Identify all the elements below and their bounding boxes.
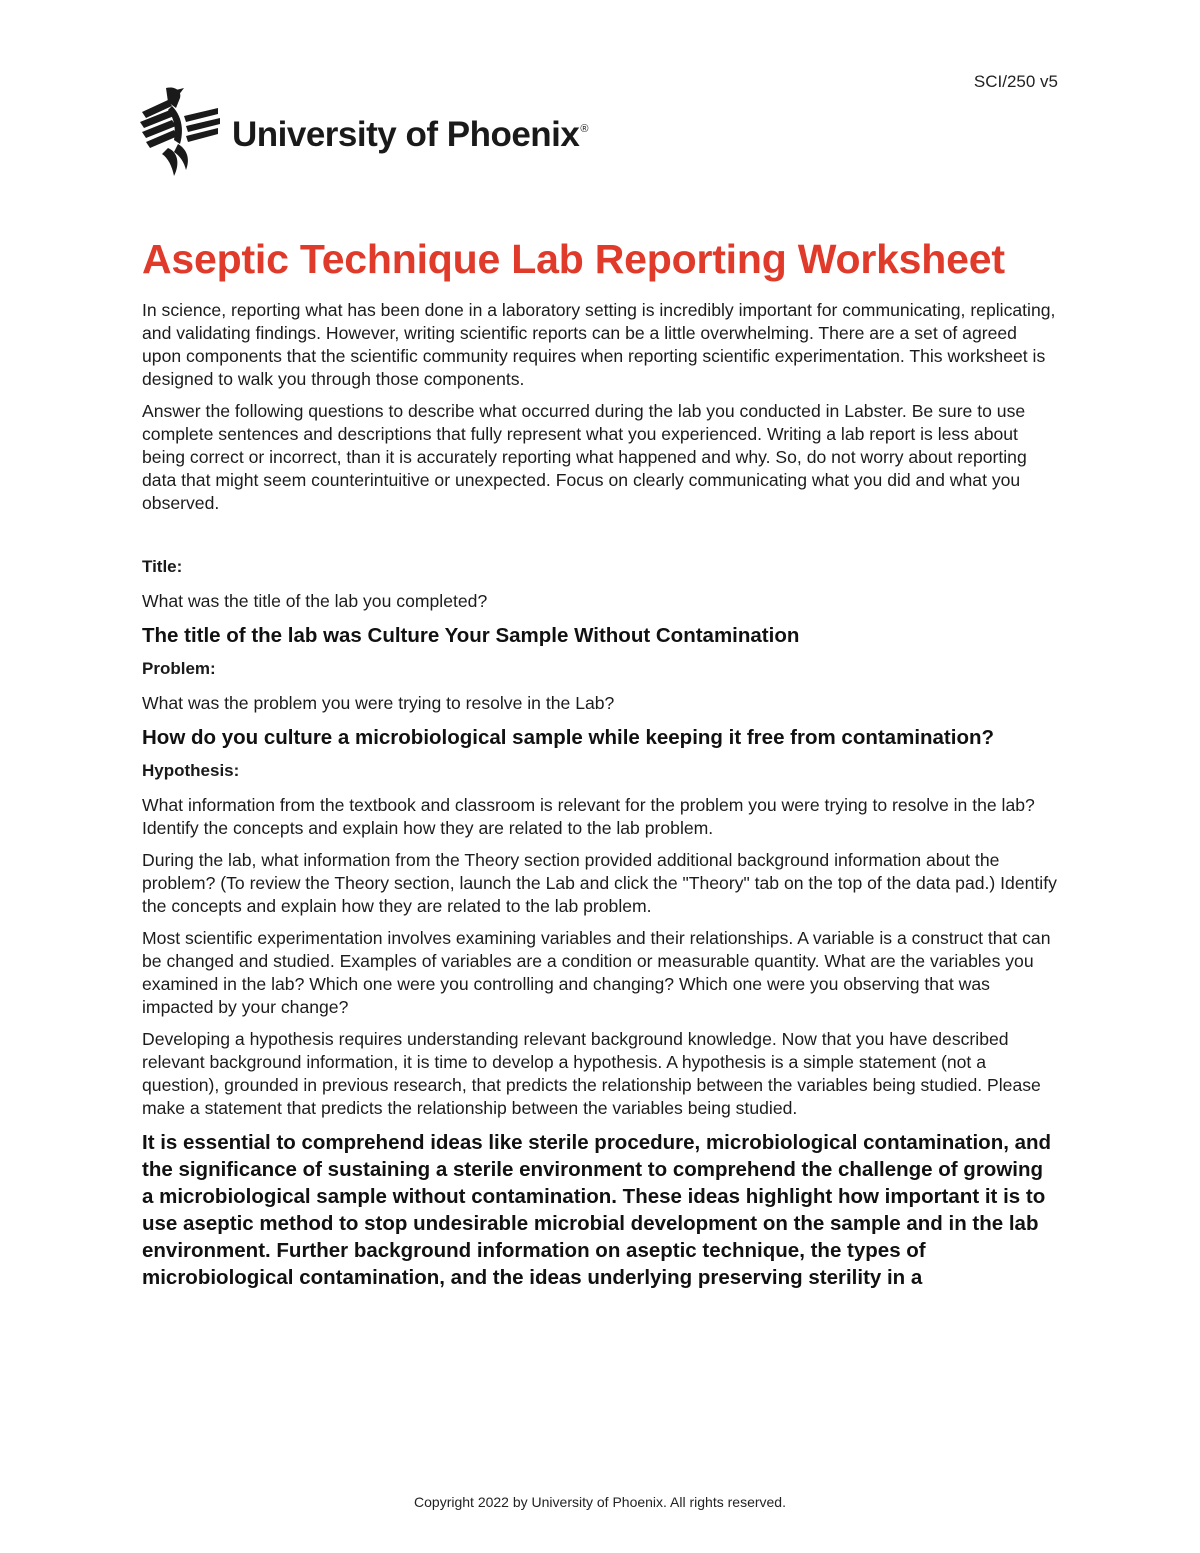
copyright-footer: Copyright 2022 by University of Phoenix. All rights reserved. [414,1494,786,1510]
problem-section-label: Problem: [142,659,216,678]
logo-wordmark-text: University of Phoenix [232,115,580,154]
title-question: What was the title of the lab you completed? [142,591,488,611]
hypothesis-section-label: Hypothesis: [142,761,240,780]
hypothesis-question-4: Developing a hypothesis requires understanding relevant background knowledge. Now that you have described relevant background information, it is time to develop a hypothesis. A hypothesis is a simple statement (not a question), grounded in previous research, that predicts the relationship between the variables being studied. Please make a statement that predicts the relationship between the variables being studied. [142,1029,1041,1118]
title-section-label: Title: [142,557,183,576]
worksheet-content [142,236,1060,1301]
page-title: Aseptic Technique Lab Reporting Worksheet [142,236,1005,282]
title-answer: The title of the lab was Culture Your Sample Without Contamination [142,624,800,647]
phoenix-bird-icon [138,86,222,178]
hypothesis-question-1: What information from the textbook and classroom is relevant for the problem you were trying to resolve in the lab? Identify the concepts and explain how they are related to the lab problem. [142,795,1035,838]
problem-question: What was the problem you were trying to resolve in the Lab? [142,693,615,713]
instructions-paragraph: Answer the following questions to describe what occurred during the lab you conducted in Labster. Be sure to use complete sentences and descriptions that fully represent what you experienced. Writing a lab report is less about being correct or incorrect, than it is accurately reporting what happened and why. So, do not worry about reporting data that might seem counterintuitive or unexpected. Focus on clearly communicating what you did and what you observed. [142,401,1027,513]
logo-wordmark [232,115,588,155]
registered-mark: ® [580,123,588,135]
problem-answer: How do you culture a microbiological sample while keeping it free from contamination? [142,726,995,749]
hypothesis-answer: It is essential to comprehend ideas like sterile procedure, microbiological contamination, and the significance of sustaining a sterile environment to comprehend the challenge of growing a microbiological sample without contamination. These ideas highlight how important it is to use aseptic method to stop undesirable microbial development on the sample and in the lab environment. Further background information on aseptic technique, the types of microbiological contamination, and the ideas underlying preserving sterility in a [142,1131,1052,1289]
hypothesis-question-2: During the lab, what information from the Theory section provided additional background information about the problem? (To review the Theory section, launch the Lab and click the "Theory" tab on the top of the data pad.) Identify the concepts and explain how they are related to the lab problem. [142,850,1057,916]
intro-paragraph: In science, reporting what has been done in a laboratory setting is incredibly important for communicating, replicating, and validating findings. However, writing scientific reports can be a little overwhelming. There are a set of agreed upon components that the scientific community requires when reporting scientific experimentation. This worksheet is designed to walk you through those components. [142,300,1056,389]
university-logo [138,86,588,178]
course-code: SCI/250 v5 [973,72,1058,91]
hypothesis-question-3: Most scientific experimentation involves examining variables and their relationships. A variable is a construct that can be changed and studied. Examples of variables are a condition or measurable quantity. What are the variables you examined in the lab? Which one were you controlling and changing? Which one were you observing that was impacted by your change? [142,928,1051,1017]
